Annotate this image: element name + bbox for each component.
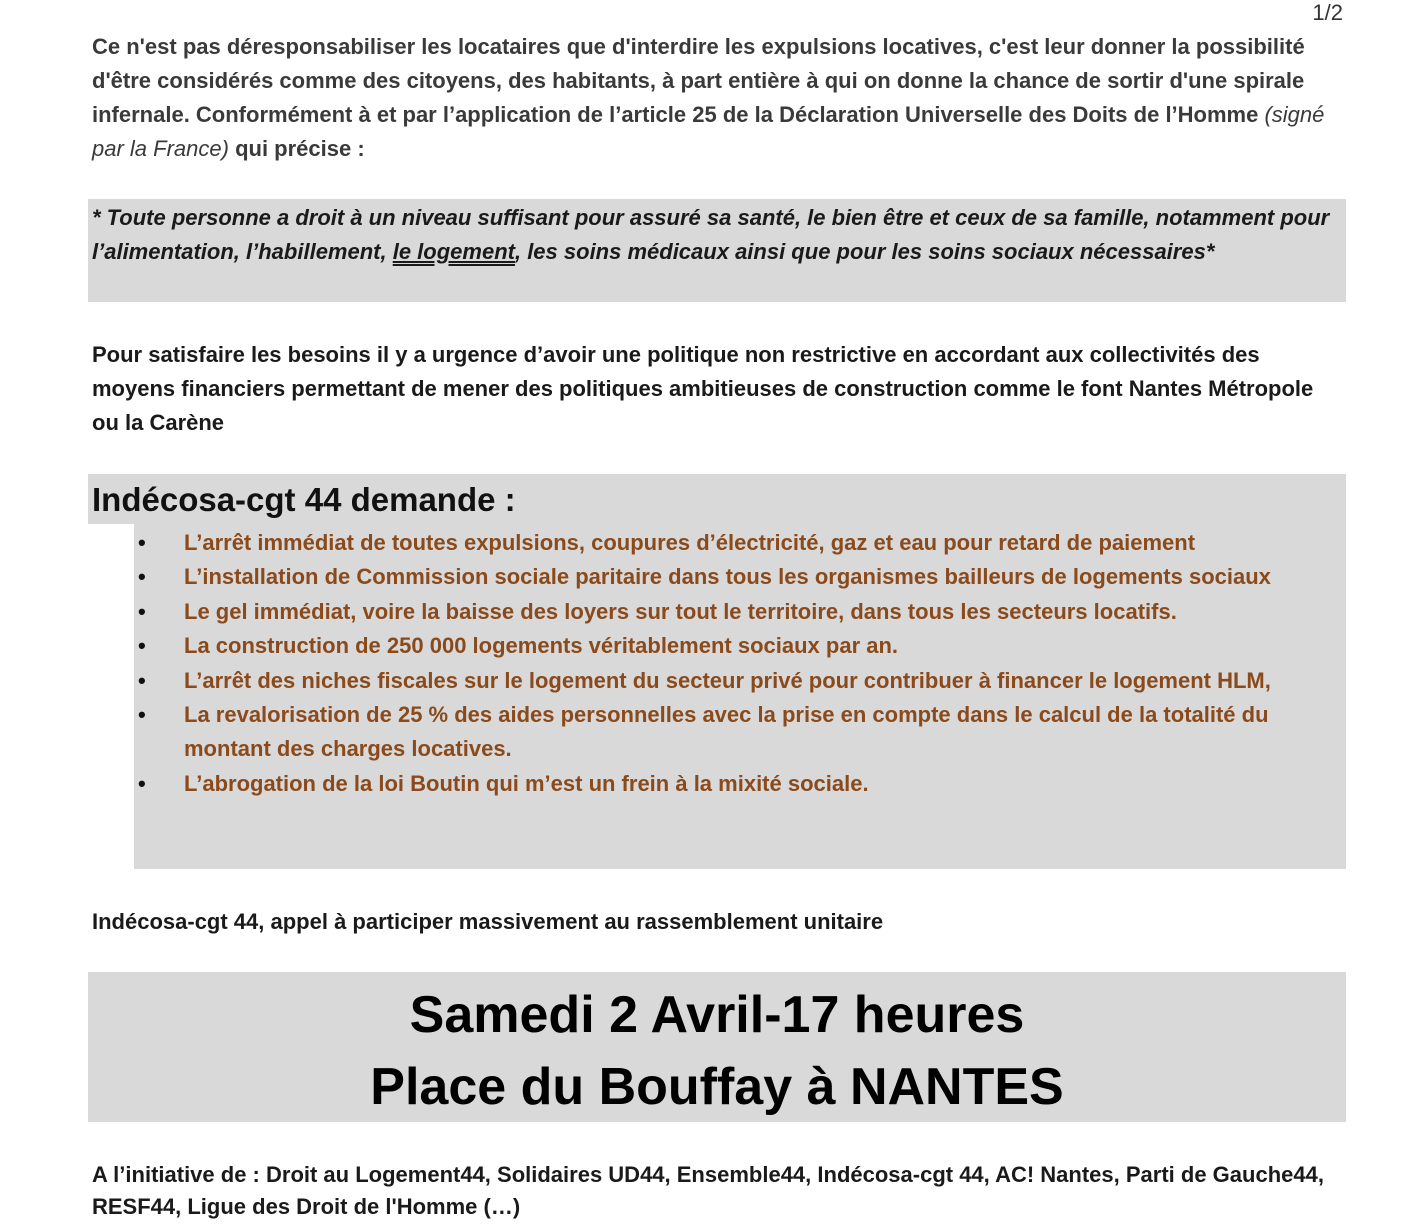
intro-paragraph [92, 30, 1342, 166]
bullet-icon: • [138, 564, 146, 590]
initiative-text: A l’initiative de : Droit au Logement44, Solidaires UD44, Ensemble44, Indécosa-cgt 44, AC! Nantes, Parti de Gauche44, RESF44, Ligue des Droit de l'Homme (…) [92, 1162, 1324, 1219]
list-item-text: L’installation de Commission sociale paritaire dans tous les organismes bailleurs de logements sociaux [184, 564, 1271, 590]
list-item [134, 664, 1334, 698]
list-item-text: L’arrêt immédiat de toutes expulsions, coupures d’électricité, gaz et eau pour retard de paiement [184, 530, 1196, 555]
appeal-text: Indécosa-cgt 44, appel à participer massivement au rassemblement unitaire [92, 909, 884, 934]
demands-heading: Indécosa-cgt 44 demande : [92, 481, 516, 518]
list-item [134, 560, 1334, 594]
intro-note: (signé par la France) [92, 102, 1325, 161]
event-date: Samedi 2 Avril-17 heures [409, 986, 1025, 1044]
intro-text-start: Ce n'est pas déresponsabiliser les locataires que d'interdire les expulsions locatives, c'est leur donner la possibilité d'être considérés comme des citoyens, des habitants, à part entière à qui on donne la chance de sortir d'une spirale infernale. Conformément à et par l’application de l’article 25 de la Déclaration Universelle des Doits de l’Homme [92, 34, 1305, 127]
event-place: Place du Bouffay à NANTES [370, 1058, 1064, 1116]
list-item-text: La construction de 250 000 logements véritablement sociaux par an. [184, 633, 899, 659]
list-item [134, 698, 1334, 767]
bullet-icon: • [138, 702, 146, 728]
bullet-icon: • [138, 770, 146, 796]
bullet-icon: • [138, 633, 146, 659]
list-item-text: L’arrêt des niches fiscales sur le logement du secteur privé pour contribuer à financer le logement HLM, [184, 667, 1271, 693]
list-item-text: La revalorisation de 25 % des aides personnelles avec la prise en compte dans le calcul de la totalité du montant des charges locatives. [184, 702, 1269, 762]
needs-paragraph: Pour satisfaire les besoins il y a urgence d’avoir une politique non restrictive en accordant aux collectivités des moyens financiers permettant de mener des politiques ambitieuses de construction comme le font Nantes Métropole ou la Carène [92, 342, 1314, 435]
list-item-text: L’abrogation de la loi Boutin qui m’est un frein à la mixité sociale. [184, 770, 869, 796]
quote-underlined-text: le logement [392, 239, 515, 264]
demands-list [134, 526, 1334, 801]
bullet-icon: • [138, 530, 146, 555]
quote-text-start: * Toute personne a droit à un niveau suffisant pour assuré sa santé, le bien être et ceux de sa famille, notamment pour l’alimentation, l’habillement, [92, 205, 1330, 264]
list-item-text: Le gel immédiat, voire la baisse des loyers sur tout le territoire, dans tous les secteurs locatifs. [184, 598, 1177, 624]
page-number: 1/2 [1312, 0, 1343, 25]
list-item [134, 595, 1334, 629]
intro-text-end: qui précise : [228, 136, 365, 161]
list-item [134, 526, 1334, 560]
list-item [134, 767, 1334, 801]
article-quote [92, 201, 1342, 269]
bullet-icon: • [138, 598, 146, 624]
list-item [134, 629, 1334, 663]
quote-text-end: , les soins médicaux ainsi que pour les soins sociaux nécessaires* [514, 239, 1215, 264]
bullet-icon: • [138, 667, 146, 693]
